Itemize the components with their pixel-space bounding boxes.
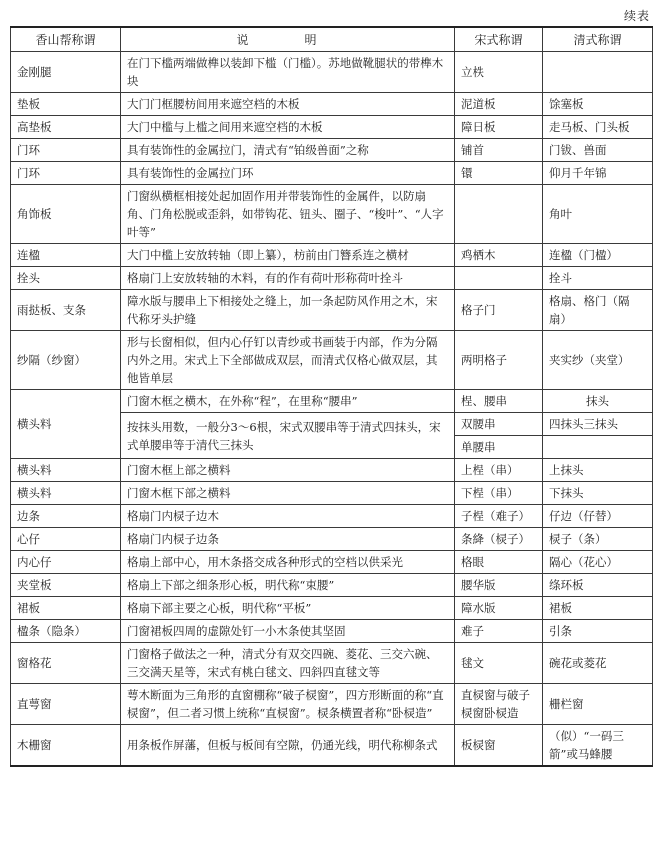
table-row [11, 551, 653, 574]
cell-term: 角饰板 [11, 185, 121, 244]
cell-description: 在门下槛两端做榫以装卸下槛（门槛）。苏地做靴腿状的带榫木块 [121, 52, 455, 93]
cell-song: 下桯（串） [455, 482, 543, 505]
cell-description: 大门中槛与上槛之间用来遮空档的木板 [121, 116, 455, 139]
cell-qing: 门钹、兽面 [543, 139, 653, 162]
cell-song: 毬文 [455, 643, 543, 684]
table-row [11, 290, 653, 331]
header-description: 说 明 [121, 27, 455, 52]
table-row [11, 162, 653, 185]
cell-song [455, 267, 543, 290]
cell-term: 直萼窗 [11, 684, 121, 725]
cell-song: 上桯（串） [455, 459, 543, 482]
cell-qing [543, 436, 653, 459]
cell-term: 门环 [11, 139, 121, 162]
cell-description: 门窗木框上部之横料 [121, 459, 455, 482]
cell-term: 高垫板 [11, 116, 121, 139]
cell-qing: 碗花或菱花 [543, 643, 653, 684]
table-row [11, 116, 653, 139]
cell-description: 用条板作屏藩，但板与板间有空隙，仍通光线，明代称柳条式 [121, 725, 455, 767]
cell-song: 铺首 [455, 139, 543, 162]
cell-description: 格扇下部主要之心板，明代称“平板” [121, 597, 455, 620]
cell-description: 按抹头用数，一般分3～6根，宋式双腰串等于清式四抹头，宋式单腰串等于清代三抹头 [121, 413, 455, 459]
cell-description: 具有装饰性的金属拉门环 [121, 162, 455, 185]
table-row [11, 185, 653, 244]
table-row [11, 139, 653, 162]
table-row [11, 620, 653, 643]
cell-term: 连楹 [11, 244, 121, 267]
cell-term: 垫板 [11, 93, 121, 116]
cell-qing: 夹实纱（夹堂） [543, 331, 653, 390]
cell-term: 横头料 [11, 390, 121, 459]
table-row [11, 390, 653, 413]
cell-description: 大门门框腰枋间用来遮空档的木板 [121, 93, 455, 116]
table-row [11, 244, 653, 267]
cell-term: 边条 [11, 505, 121, 528]
cell-description: 格扇上部中心，用木条搭交成各种形式的空档以供采光 [121, 551, 455, 574]
cell-qing: 角叶 [543, 185, 653, 244]
table-row [11, 331, 653, 390]
cell-song [455, 185, 543, 244]
cell-song: 腰华版 [455, 574, 543, 597]
table-row [11, 93, 653, 116]
cell-qing: 馀塞板 [543, 93, 653, 116]
cell-description: 格扇门内棂子边条 [121, 528, 455, 551]
cell-qing [543, 52, 653, 93]
cell-song: 直棂窗与破子棂窗卧棂造 [455, 684, 543, 725]
cell-term: 内心仔 [11, 551, 121, 574]
table-row [11, 52, 653, 93]
table-row [11, 459, 653, 482]
cell-song: 鸡栖木 [455, 244, 543, 267]
cell-description: 形与长窗相似，但内心仔钉以青纱或书画装于内部，作为分隔内外之用。宋式上下全部做成双层，而清式仅格心做双层，其他皆单层 [121, 331, 455, 390]
cell-song: 镮 [455, 162, 543, 185]
cell-term: 窗格花 [11, 643, 121, 684]
table-header-row [11, 27, 653, 52]
table-row [11, 597, 653, 620]
cell-qing: 绦环板 [543, 574, 653, 597]
cell-term: 横头料 [11, 459, 121, 482]
cell-description: 障水版与腰串上下相接处之缝上，加一条起防风作用之木，宋代称牙头护缝 [121, 290, 455, 331]
cell-song: 障日板 [455, 116, 543, 139]
table-row [11, 482, 653, 505]
cell-qing: （似）“一码三箭”或马蜂腰 [543, 725, 653, 767]
cell-qing: 栅栏窗 [543, 684, 653, 725]
cell-description: 格扇门上安放转轴的木料，有的作有荷叶形称荷叶拴斗 [121, 267, 455, 290]
cell-qing: 格扇、格门（隔扇） [543, 290, 653, 331]
cell-song: 子桯（难子） [455, 505, 543, 528]
cell-qing: 拴斗 [543, 267, 653, 290]
cell-qing: 仰月千年锦 [543, 162, 653, 185]
cell-term: 横头料 [11, 482, 121, 505]
table-row [11, 643, 653, 684]
cell-term: 金刚腿 [11, 52, 121, 93]
cell-term: 雨挞板、支条 [11, 290, 121, 331]
cell-song: 条絳（棂子） [455, 528, 543, 551]
cell-term: 裙板 [11, 597, 121, 620]
cell-description: 门窗纵横框相接处起加固作用并带装饰性的金属件，以防扇角、门角松脱或歪斜，如带钩花、钮头、圈子、“梭叶”、“人字叶等” [121, 185, 455, 244]
cell-description: 格扇门内棂子边木 [121, 505, 455, 528]
header-song: 宋式称谓 [455, 27, 543, 52]
cell-description: 门窗木框下部之横料 [121, 482, 455, 505]
cell-term: 夹堂板 [11, 574, 121, 597]
cell-song: 障水版 [455, 597, 543, 620]
cell-song: 双腰串 [455, 413, 543, 436]
cell-song: 格眼 [455, 551, 543, 574]
table-row [11, 267, 653, 290]
cell-description: 格扇上下部之细条形心板，明代称“束腰” [121, 574, 455, 597]
cell-term: 心仔 [11, 528, 121, 551]
table-row [11, 528, 653, 551]
header-xiangshan: 香山帮称谓 [11, 27, 121, 52]
cell-qing: 棂子（条） [543, 528, 653, 551]
cell-qing: 裙板 [543, 597, 653, 620]
cell-term: 拴头 [11, 267, 121, 290]
cell-song: 难子 [455, 620, 543, 643]
cell-song: 单腰串 [455, 436, 543, 459]
cell-description: 门窗裙板四周的虚隙处钉一小木条使其坚固 [121, 620, 455, 643]
cell-qing: 四抹头三抹头 [543, 413, 653, 436]
cell-song: 立柣 [455, 52, 543, 93]
cell-term: 纱隔（纱窗） [11, 331, 121, 390]
cell-song: 板棂窗 [455, 725, 543, 767]
cell-qing: 抹头 [543, 390, 653, 413]
cell-qing: 引条 [543, 620, 653, 643]
cell-song: 泥道板 [455, 93, 543, 116]
cell-qing: 连楹（门楹） [543, 244, 653, 267]
cell-qing: 隔心（花心） [543, 551, 653, 574]
cell-description: 大门中槛上安放转轴（即上纂），枋前由门簪系连之横材 [121, 244, 455, 267]
cell-song: 桯、腰串 [455, 390, 543, 413]
terminology-table [10, 26, 653, 767]
cell-description: 萼木断面为三角形的直窗棚称“破子棂窗”，四方形断面的称“直棂窗”，但二者习惯上统称“直棂窗”。棂条横置者称“卧棂造” [121, 684, 455, 725]
table-row [11, 574, 653, 597]
cell-qing: 上抹头 [543, 459, 653, 482]
header-qing: 清式称谓 [543, 27, 653, 52]
cell-term: 木栅窗 [11, 725, 121, 767]
cell-description: 门窗木框之横木，在外称“程”，在里称“腰串” [121, 390, 455, 413]
table-row [11, 505, 653, 528]
cell-description: 门窗格子做法之一种，清式分有双交四碗、菱花、三交六碗、三交满天星等，宋式有桃白毬文、四斜四直毬文等 [121, 643, 455, 684]
cell-term: 楹条（隐条） [11, 620, 121, 643]
cell-qing: 下抹头 [543, 482, 653, 505]
cell-qing: 仔边（仔替） [543, 505, 653, 528]
cell-description: 具有装饰性的金属拉门，清式有“铂级兽面”之称 [121, 139, 455, 162]
continued-label: 续表 [623, 9, 650, 23]
cell-qing: 走马板、门头板 [543, 116, 653, 139]
cell-song: 两明格子 [455, 331, 543, 390]
cell-song: 格子门 [455, 290, 543, 331]
table-row [11, 684, 653, 725]
table-row [11, 725, 653, 767]
cell-term: 门环 [11, 162, 121, 185]
